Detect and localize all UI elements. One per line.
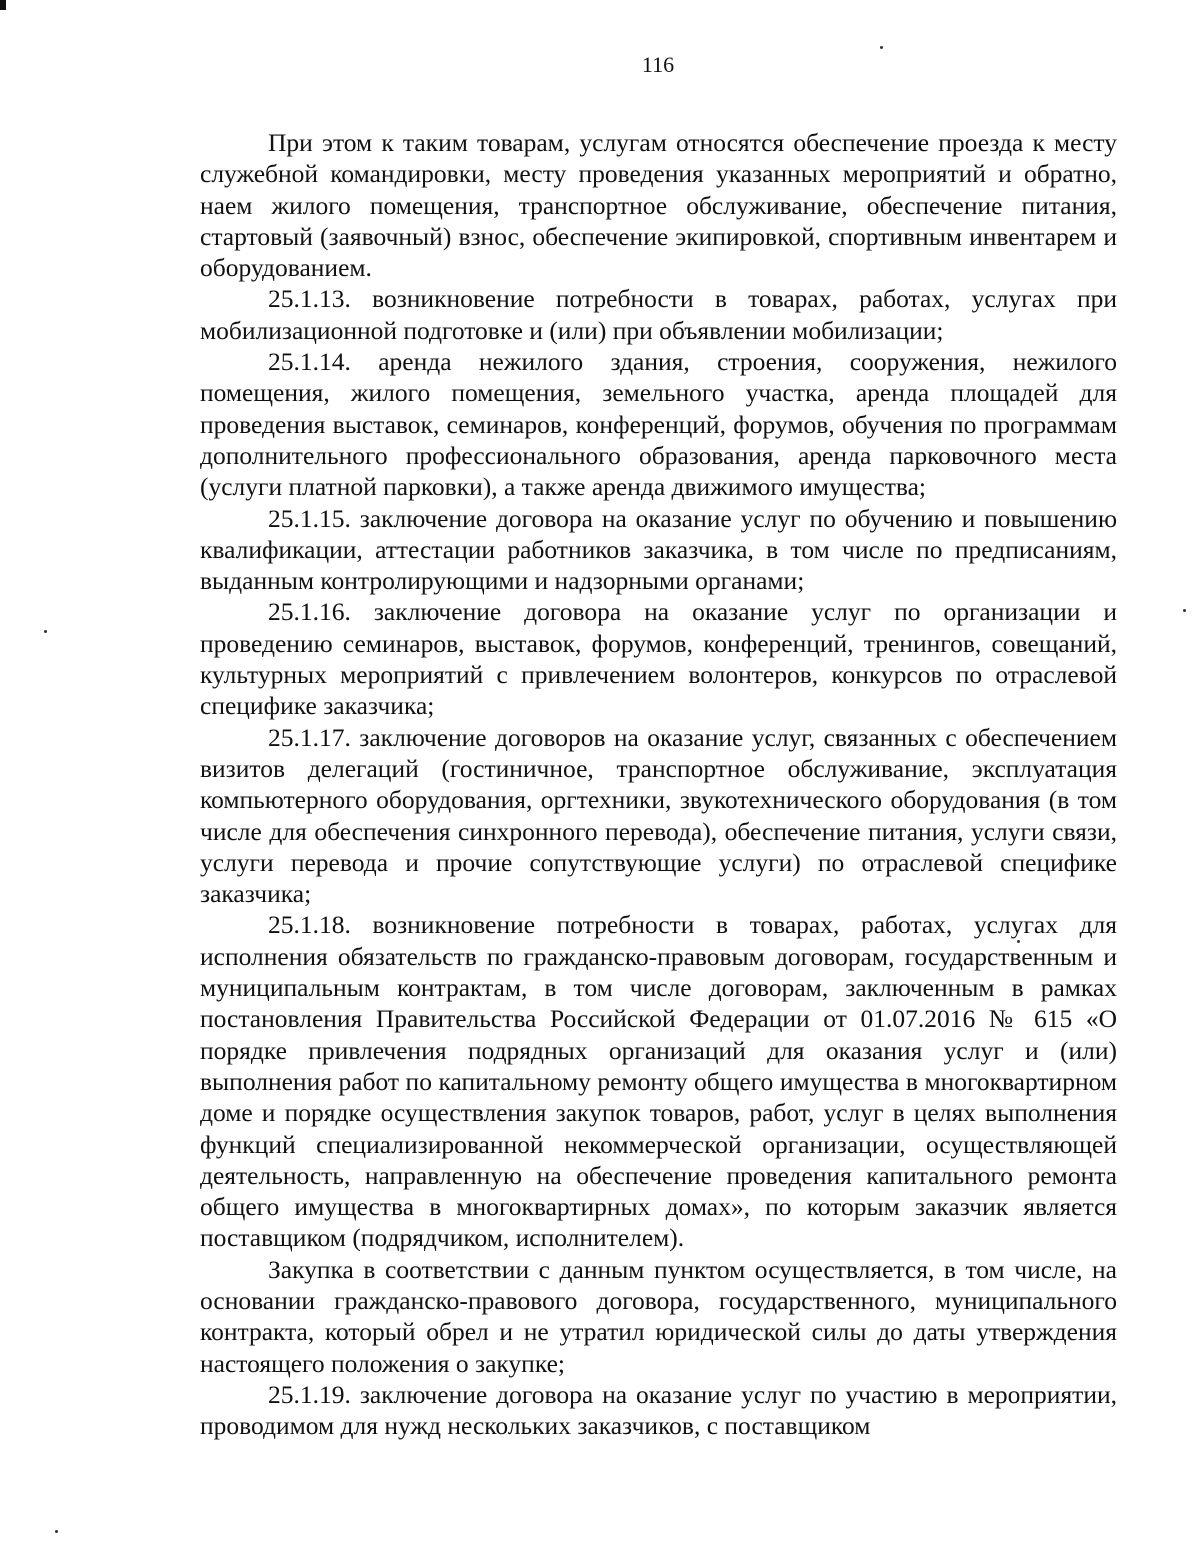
paragraph-25-1-19: 25.1.19. заключение договора на оказание услуг по участию в мероприятии, проводимом для нужд нескольких заказчиков, с поставщиком bbox=[200, 1379, 1117, 1441]
paragraph-25-1-17: 25.1.17. заключение договоров на оказание услуг, связанных с обеспечением визитов делегаций (гостиничное, транспортное обслуживание, эксплуатация компьютерного оборудования, оргтехники, звукотехнического оборудования (в том числе для обеспечения синхронного перевода), обеспечение питания, услуги связи, услуги перевода и прочие сопутствующие услуги) по отраслевой специфике заказчика; bbox=[200, 722, 1117, 909]
paragraph-25-1-14: 25.1.14. аренда нежилого здания, строения, сооружения, нежилого помещения, жилого помещения, земельного участка, аренда площадей для проведения выставок, семинаров, конференций, форумов, обучения по программам дополнительного профессионального образования, аренда парковочного места (услуги платной парковки), а также аренда движимого имущества; bbox=[200, 347, 1117, 502]
scan-speck bbox=[55, 1530, 58, 1533]
page-number: 116 bbox=[641, 52, 675, 77]
document-body bbox=[200, 127, 1117, 1441]
paragraph-25-1-15: 25.1.15. заключение договора на оказание услуг по обучению и повышению квалификации, аттестации работников заказчика, в том числе по предписаниям, выданным контролирующими и надзорными органами; bbox=[200, 503, 1117, 596]
scan-speck bbox=[880, 46, 883, 49]
scan-corner-mark bbox=[0, 0, 6, 10]
paragraph-25-1-13: 25.1.13. возникновение потребности в товарах, работах, услугах при мобилизационной подготовке и (или) при объявлении мобилизации; bbox=[200, 284, 1117, 345]
paragraph-procurement-note: Закупка в соответствии с данным пунктом осуществляется, в том числе, на основании гражданско-правового договора, государственного, муниципального контракта, который обрел и не утратил юридической силы до даты утверждения настоящего положения о закупке; bbox=[200, 1254, 1117, 1378]
scan-speck bbox=[1183, 609, 1186, 612]
paragraph-25-1-18: 25.1.18. возникновение потребности в товарах, работах, услугах для исполнения обязательств по гражданско-правовым договорам, государственным и муниципальным контрактам, в том числе договорам, заключенным в рамках постановления Правительства Российской Федерации от 01.07.2016 № 615 «О порядке привлечения подрядных организаций для оказания услуг и (или) выполнения работ по капитальному ремонту общего имущества в многоквартирном доме и порядке осуществления закупок товаров, работ, услуг в целях выполнения функций специализированной некоммерческой организации, осуществляющей деятельность, направленную на обеспечение проведения капитального ремонта общего имущества в многоквартирных домах», по которым заказчик является поставщиком (подрядчиком, исполнителем). bbox=[200, 910, 1117, 1253]
paragraph-25-1-16: 25.1.16. заключение договора на оказание услуг по организации и проведению семинаров, выставок, форумов, конференций, тренингов, совещаний, культурных мероприятий с привлечением волонтеров, конкурсов по отраслевой специфике заказчика; bbox=[200, 597, 1117, 721]
scan-speck bbox=[44, 630, 47, 633]
paragraph-travel-services: При этом к таким товарам, услугам относятся обеспечение проезда к месту служебной командировки, месту проведения указанных мероприятий и обратно, наем жилого помещения, транспортное обслуживание, обеспечение питания, стартовый (заявочный) взнос, обеспечение экипировкой, спортивным инвентарем и оборудованием. bbox=[200, 128, 1117, 283]
